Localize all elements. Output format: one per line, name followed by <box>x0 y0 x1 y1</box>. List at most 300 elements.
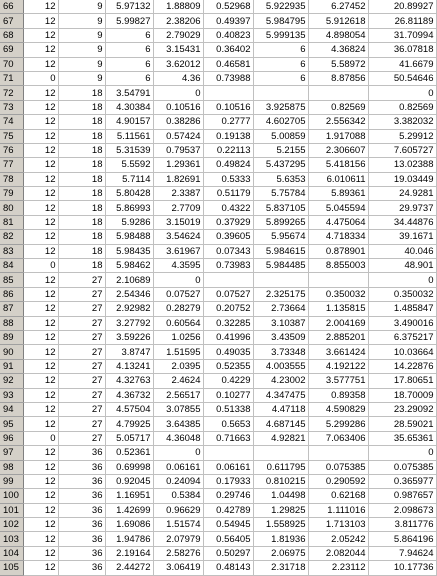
cell[interactable]: 4.602705 <box>253 115 308 129</box>
cell[interactable]: 5.7114 <box>105 172 153 186</box>
cell[interactable]: 0 <box>368 86 436 100</box>
cell[interactable]: 1.0256 <box>153 330 203 344</box>
cell[interactable]: 5.984795 <box>253 14 308 28</box>
cell[interactable]: 5.5592 <box>105 158 153 172</box>
cell[interactable]: 5.95674 <box>253 230 308 244</box>
cell[interactable]: 0.73988 <box>203 71 253 85</box>
cell[interactable]: 3.15019 <box>153 215 203 229</box>
cell[interactable]: 12 <box>23 316 58 330</box>
cell[interactable]: 0.39605 <box>203 230 253 244</box>
cell[interactable]: 24.9281 <box>368 187 436 201</box>
cell[interactable]: 5.984615 <box>253 244 308 258</box>
cell[interactable]: 27 <box>58 417 105 431</box>
cell[interactable]: 12 <box>23 273 58 287</box>
cell[interactable]: 0.365977 <box>368 474 436 488</box>
cell[interactable]: 0 <box>23 259 58 273</box>
cell[interactable]: 1.04498 <box>253 489 308 503</box>
cell[interactable]: 18 <box>58 201 105 215</box>
cell[interactable]: 4.687145 <box>253 417 308 431</box>
row-header[interactable]: 69 <box>0 43 23 57</box>
cell[interactable]: 0.07527 <box>203 287 253 301</box>
cell[interactable]: 5.045594 <box>308 201 368 215</box>
cell[interactable]: 0.10516 <box>153 100 203 114</box>
cell[interactable]: 0.73983 <box>203 259 253 273</box>
row-header[interactable]: 91 <box>0 359 23 373</box>
row-header[interactable]: 97 <box>0 446 23 460</box>
cell[interactable]: 5.00859 <box>253 129 308 143</box>
cell[interactable]: 1.135815 <box>308 302 368 316</box>
cell[interactable]: 0.60564 <box>153 316 203 330</box>
cell[interactable]: 36.07818 <box>368 43 436 57</box>
cell[interactable]: 0.46581 <box>203 57 253 71</box>
cell[interactable]: 4.36 <box>153 71 203 85</box>
cell[interactable]: 12 <box>23 0 58 14</box>
cell[interactable]: 0.79537 <box>153 143 203 157</box>
cell[interactable]: 12 <box>23 474 58 488</box>
cell[interactable]: 3.10387 <box>253 316 308 330</box>
cell[interactable] <box>308 86 368 100</box>
row-header[interactable]: 101 <box>0 503 23 517</box>
cell[interactable]: 2.885201 <box>308 330 368 344</box>
cell[interactable]: 0.49824 <box>203 158 253 172</box>
cell[interactable]: 1.51595 <box>153 345 203 359</box>
cell[interactable]: 0.56405 <box>203 532 253 546</box>
cell[interactable]: 0 <box>23 71 58 85</box>
cell[interactable]: 5.31539 <box>105 143 153 157</box>
cell[interactable]: 2.54346 <box>105 287 153 301</box>
cell[interactable]: 2.31718 <box>253 561 308 575</box>
cell[interactable]: 2.92982 <box>105 302 153 316</box>
row-header[interactable]: 77 <box>0 158 23 172</box>
cell[interactable]: 1.94786 <box>105 532 153 546</box>
row-header[interactable]: 82 <box>0 230 23 244</box>
cell[interactable]: 4.192122 <box>308 359 368 373</box>
cell[interactable]: 0.4322 <box>203 201 253 215</box>
cell[interactable]: 12 <box>23 244 58 258</box>
cell[interactable]: 1.29361 <box>153 158 203 172</box>
cell[interactable]: 0.290592 <box>308 474 368 488</box>
cell[interactable]: 2.05242 <box>308 532 368 546</box>
row-header[interactable]: 81 <box>0 215 23 229</box>
cell[interactable]: 27 <box>58 302 105 316</box>
row-header[interactable]: 76 <box>0 143 23 157</box>
cell[interactable]: 0.06161 <box>153 460 203 474</box>
cell[interactable]: 0.24094 <box>153 474 203 488</box>
cell[interactable] <box>253 273 308 287</box>
cell[interactable]: 5.89361 <box>308 187 368 201</box>
row-header[interactable]: 72 <box>0 86 23 100</box>
cell[interactable]: 36 <box>58 474 105 488</box>
cell[interactable]: 3.382032 <box>368 115 436 129</box>
cell[interactable]: 5.899265 <box>253 215 308 229</box>
cell[interactable]: 0.20752 <box>203 302 253 316</box>
cell[interactable]: 4.003555 <box>253 359 308 373</box>
row-header[interactable]: 92 <box>0 374 23 388</box>
cell[interactable]: 5.80428 <box>105 187 153 201</box>
cell[interactable]: 26.81189 <box>368 14 436 28</box>
cell[interactable]: 2.0395 <box>153 359 203 373</box>
cell[interactable]: 0 <box>368 446 436 460</box>
cell[interactable]: 13.02388 <box>368 158 436 172</box>
cell[interactable]: 9 <box>58 28 105 42</box>
cell[interactable]: 5.837105 <box>253 201 308 215</box>
cell[interactable]: 1.713103 <box>308 518 368 532</box>
cell[interactable]: 0.40823 <box>203 28 253 42</box>
cell[interactable]: 1.111016 <box>308 503 368 517</box>
cell[interactable]: 36 <box>58 546 105 560</box>
cell[interactable]: 0.17933 <box>203 474 253 488</box>
cell[interactable]: 3.06419 <box>153 561 203 575</box>
cell[interactable]: 12 <box>23 561 58 575</box>
cell[interactable] <box>308 273 368 287</box>
row-header[interactable]: 80 <box>0 201 23 215</box>
row-header[interactable]: 84 <box>0 259 23 273</box>
cell[interactable]: 1.485847 <box>368 302 436 316</box>
cell[interactable]: 12 <box>23 417 58 431</box>
cell[interactable]: 2.58276 <box>153 546 203 560</box>
cell[interactable]: 9 <box>58 71 105 85</box>
cell[interactable]: 7.94624 <box>368 546 436 560</box>
row-header[interactable]: 102 <box>0 518 23 532</box>
cell[interactable]: 12 <box>23 100 58 114</box>
cell[interactable]: 2.73664 <box>253 302 308 316</box>
cell[interactable]: 0.5653 <box>203 417 253 431</box>
row-header[interactable]: 89 <box>0 330 23 344</box>
cell[interactable]: 0.987657 <box>368 489 436 503</box>
row-header[interactable]: 79 <box>0 187 23 201</box>
row-header[interactable]: 90 <box>0 345 23 359</box>
cell[interactable]: 3.577751 <box>308 374 368 388</box>
cell[interactable]: 0.37929 <box>203 215 253 229</box>
cell[interactable] <box>203 273 253 287</box>
cell[interactable]: 12 <box>23 518 58 532</box>
row-header[interactable]: 78 <box>0 172 23 186</box>
cell[interactable]: 2.10689 <box>105 273 153 287</box>
cell[interactable]: 12 <box>23 345 58 359</box>
cell[interactable]: 0.350032 <box>308 287 368 301</box>
cell[interactable]: 18 <box>58 86 105 100</box>
cell[interactable]: 6 <box>105 28 153 42</box>
cell[interactable]: 0.611795 <box>253 460 308 474</box>
cell[interactable]: 2.098673 <box>368 503 436 517</box>
cell[interactable]: 29.9737 <box>368 201 436 215</box>
row-header[interactable]: 71 <box>0 71 23 85</box>
cell[interactable]: 1.82691 <box>153 172 203 186</box>
cell[interactable]: 0.350032 <box>368 287 436 301</box>
cell[interactable]: 0.82569 <box>308 100 368 114</box>
cell[interactable]: 7.063406 <box>308 431 368 445</box>
cell[interactable]: 10.03664 <box>368 345 436 359</box>
cell[interactable]: 5.864196 <box>368 532 436 546</box>
cell[interactable]: 27 <box>58 330 105 344</box>
cell[interactable]: 0.54945 <box>203 518 253 532</box>
cell[interactable]: 2.23112 <box>308 561 368 575</box>
cell[interactable]: 5.58972 <box>308 57 368 71</box>
cell[interactable]: 2.306607 <box>308 143 368 157</box>
cell[interactable] <box>253 86 308 100</box>
cell[interactable]: 0.19138 <box>203 129 253 143</box>
cell[interactable]: 18 <box>58 115 105 129</box>
cell[interactable]: 12 <box>23 446 58 460</box>
cell[interactable]: 5.86993 <box>105 201 153 215</box>
cell[interactable]: 0.71663 <box>203 431 253 445</box>
cell[interactable] <box>203 446 253 460</box>
cell[interactable]: 5.299286 <box>308 417 368 431</box>
cell[interactable]: 6.010611 <box>308 172 368 186</box>
cell[interactable]: 0.96629 <box>153 503 203 517</box>
cell[interactable]: 18.70009 <box>368 388 436 402</box>
cell[interactable]: 4.57504 <box>105 402 153 416</box>
cell[interactable]: 34.44876 <box>368 215 436 229</box>
cell[interactable]: 1.81936 <box>253 532 308 546</box>
cell[interactable]: 9 <box>58 0 105 14</box>
cell[interactable]: 1.88809 <box>153 0 203 14</box>
cell[interactable]: 3.925875 <box>253 100 308 114</box>
cell[interactable]: 0.62168 <box>308 489 368 503</box>
cell[interactable]: 12 <box>23 28 58 42</box>
cell[interactable]: 27 <box>58 359 105 373</box>
row-header[interactable]: 94 <box>0 402 23 416</box>
cell[interactable]: 12 <box>23 460 58 474</box>
cell[interactable]: 12 <box>23 215 58 229</box>
cell[interactable]: 4.718334 <box>308 230 368 244</box>
cell[interactable]: 4.36732 <box>105 388 153 402</box>
cell[interactable]: 2.082044 <box>308 546 368 560</box>
cell[interactable]: 6 <box>253 43 308 57</box>
row-header[interactable]: 99 <box>0 474 23 488</box>
cell[interactable]: 0.89358 <box>308 388 368 402</box>
cell[interactable]: 3.661424 <box>308 345 368 359</box>
cell[interactable]: 27 <box>58 388 105 402</box>
cell[interactable]: 36 <box>58 518 105 532</box>
cell[interactable]: 0.07527 <box>153 287 203 301</box>
cell[interactable]: 18 <box>58 129 105 143</box>
cell[interactable]: 2.44272 <box>105 561 153 575</box>
cell[interactable]: 4.32763 <box>105 374 153 388</box>
cell[interactable]: 9 <box>58 43 105 57</box>
cell[interactable]: 2.19164 <box>105 546 153 560</box>
cell[interactable]: 12 <box>23 503 58 517</box>
cell[interactable]: 27 <box>58 287 105 301</box>
cell[interactable]: 4.13241 <box>105 359 153 373</box>
cell[interactable]: 50.54646 <box>368 71 436 85</box>
row-header[interactable]: 70 <box>0 57 23 71</box>
cell[interactable] <box>253 446 308 460</box>
cell[interactable]: 0.49035 <box>203 345 253 359</box>
cell[interactable]: 27 <box>58 374 105 388</box>
cell[interactable]: 2.06975 <box>253 546 308 560</box>
row-header[interactable]: 103 <box>0 532 23 546</box>
cell[interactable]: 5.6353 <box>253 172 308 186</box>
cell[interactable]: 0.51179 <box>203 187 253 201</box>
row-header[interactable]: 105 <box>0 561 23 575</box>
row-header[interactable]: 73 <box>0 100 23 114</box>
cell[interactable]: 1.16951 <box>105 489 153 503</box>
cell[interactable]: 5.29912 <box>368 129 436 143</box>
cell[interactable]: 4.47118 <box>253 402 308 416</box>
cell[interactable]: 6 <box>253 71 308 85</box>
cell[interactable]: 36 <box>58 532 105 546</box>
cell[interactable]: 36 <box>58 561 105 575</box>
cell[interactable]: 5.11561 <box>105 129 153 143</box>
cell[interactable]: 9 <box>58 14 105 28</box>
cell[interactable]: 3.15431 <box>153 43 203 57</box>
cell[interactable]: 31.70994 <box>368 28 436 42</box>
cell[interactable]: 2.004169 <box>308 316 368 330</box>
cell[interactable]: 12 <box>23 143 58 157</box>
cell[interactable]: 12 <box>23 14 58 28</box>
cell[interactable]: 0.28279 <box>153 302 203 316</box>
row-header[interactable]: 87 <box>0 302 23 316</box>
cell[interactable]: 12 <box>23 158 58 172</box>
cell[interactable]: 0.32285 <box>203 316 253 330</box>
cell[interactable]: 0 <box>153 446 203 460</box>
cell[interactable]: 12 <box>23 302 58 316</box>
cell[interactable]: 18 <box>58 158 105 172</box>
cell[interactable]: 2.56517 <box>153 388 203 402</box>
cell[interactable]: 12 <box>23 57 58 71</box>
cell[interactable] <box>308 446 368 460</box>
cell[interactable]: 12 <box>23 374 58 388</box>
cell[interactable]: 5.05717 <box>105 431 153 445</box>
cell[interactable]: 0 <box>23 431 58 445</box>
cell[interactable]: 7.605727 <box>368 143 436 157</box>
cell[interactable]: 0.42789 <box>203 503 253 517</box>
cell[interactable]: 5.97132 <box>105 0 153 14</box>
cell[interactable]: 0.22113 <box>203 143 253 157</box>
cell[interactable]: 12 <box>23 330 58 344</box>
cell[interactable]: 0.52355 <box>203 359 253 373</box>
cell[interactable]: 5.98462 <box>105 259 153 273</box>
cell[interactable]: 6 <box>105 43 153 57</box>
cell[interactable]: 4.36048 <box>153 431 203 445</box>
cell[interactable]: 4.898054 <box>308 28 368 42</box>
cell[interactable]: 40.046 <box>368 244 436 258</box>
cell[interactable]: 4.30384 <box>105 100 153 114</box>
cell[interactable]: 0.49397 <box>203 14 253 28</box>
cell[interactable]: 12 <box>23 115 58 129</box>
cell[interactable]: 27 <box>58 316 105 330</box>
cell[interactable]: 0.92045 <box>105 474 153 488</box>
cell[interactable]: 4.92821 <box>253 431 308 445</box>
cell[interactable]: 2.7709 <box>153 201 203 215</box>
cell[interactable]: 5.75784 <box>253 187 308 201</box>
row-header[interactable]: 85 <box>0 273 23 287</box>
cell[interactable]: 2.07979 <box>153 532 203 546</box>
cell[interactable]: 2.556342 <box>308 115 368 129</box>
cell[interactable]: 12 <box>23 43 58 57</box>
cell[interactable]: 3.27792 <box>105 316 153 330</box>
cell[interactable]: 6 <box>253 57 308 71</box>
cell[interactable]: 19.03449 <box>368 172 436 186</box>
cell[interactable]: 36 <box>58 460 105 474</box>
cell[interactable]: 18 <box>58 187 105 201</box>
row-header[interactable]: 95 <box>0 417 23 431</box>
cell[interactable]: 1.51574 <box>153 518 203 532</box>
cell[interactable]: 0.48143 <box>203 561 253 575</box>
cell[interactable]: 14.22876 <box>368 359 436 373</box>
cell[interactable]: 12 <box>23 388 58 402</box>
cell[interactable]: 2.325175 <box>253 287 308 301</box>
row-header[interactable]: 93 <box>0 388 23 402</box>
cell[interactable]: 35.65361 <box>368 431 436 445</box>
cell[interactable]: 3.07855 <box>153 402 203 416</box>
cell[interactable]: 18 <box>58 172 105 186</box>
cell[interactable]: 3.54624 <box>153 230 203 244</box>
cell[interactable]: 5.98488 <box>105 230 153 244</box>
cell[interactable]: 0.5333 <box>203 172 253 186</box>
cell[interactable]: 0.50297 <box>203 546 253 560</box>
cell[interactable]: 3.811776 <box>368 518 436 532</box>
cell[interactable]: 12 <box>23 86 58 100</box>
cell[interactable]: 0 <box>153 273 203 287</box>
cell[interactable]: 1.42699 <box>105 503 153 517</box>
cell[interactable]: 5.922935 <box>253 0 308 14</box>
row-header[interactable]: 83 <box>0 244 23 258</box>
cell[interactable]: 12 <box>23 546 58 560</box>
cell[interactable]: 0.57424 <box>153 129 203 143</box>
cell[interactable]: 0.51338 <box>203 402 253 416</box>
cell[interactable]: 5.2155 <box>253 143 308 157</box>
cell[interactable]: 20.89927 <box>368 0 436 14</box>
cell[interactable]: 0.810215 <box>253 474 308 488</box>
cell[interactable]: 4.347475 <box>253 388 308 402</box>
cell[interactable]: 0.36402 <box>203 43 253 57</box>
cell[interactable]: 4.79925 <box>105 417 153 431</box>
cell[interactable]: 0.2777 <box>203 115 253 129</box>
cell[interactable]: 12 <box>23 201 58 215</box>
cell[interactable]: 0.52361 <box>105 446 153 460</box>
cell[interactable]: 10.17736 <box>368 561 436 575</box>
row-header[interactable]: 88 <box>0 316 23 330</box>
cell[interactable]: 12 <box>23 489 58 503</box>
cell[interactable]: 3.54791 <box>105 86 153 100</box>
row-header[interactable]: 86 <box>0 287 23 301</box>
cell[interactable]: 6 <box>105 71 153 85</box>
cell[interactable]: 4.23002 <box>253 374 308 388</box>
cell[interactable]: 4.3595 <box>153 259 203 273</box>
cell[interactable]: 6 <box>105 57 153 71</box>
cell[interactable]: 9 <box>58 57 105 71</box>
cell[interactable]: 4.36824 <box>308 43 368 57</box>
cell[interactable]: 2.3387 <box>153 187 203 201</box>
cell[interactable]: 6.375217 <box>368 330 436 344</box>
cell[interactable]: 1.558925 <box>253 518 308 532</box>
cell[interactable]: 18 <box>58 230 105 244</box>
row-header[interactable]: 74 <box>0 115 23 129</box>
cell[interactable]: 6.27452 <box>308 0 368 14</box>
cell[interactable]: 3.43509 <box>253 330 308 344</box>
row-header[interactable]: 68 <box>0 28 23 42</box>
cell[interactable]: 0.41996 <box>203 330 253 344</box>
cell[interactable]: 18 <box>58 143 105 157</box>
cell[interactable]: 5.984485 <box>253 259 308 273</box>
cell[interactable]: 8.855003 <box>308 259 368 273</box>
row-header[interactable]: 100 <box>0 489 23 503</box>
cell[interactable]: 0.4229 <box>203 374 253 388</box>
cell[interactable]: 12 <box>23 532 58 546</box>
cell[interactable]: 8.87856 <box>308 71 368 85</box>
cell[interactable]: 0.07343 <box>203 244 253 258</box>
cell[interactable]: 39.1671 <box>368 230 436 244</box>
cell[interactable]: 41.6679 <box>368 57 436 71</box>
cell[interactable]: 5.9286 <box>105 215 153 229</box>
cell[interactable]: 0.29746 <box>203 489 253 503</box>
cell[interactable]: 23.29092 <box>368 402 436 416</box>
cell[interactable]: 12 <box>23 287 58 301</box>
row-header[interactable]: 98 <box>0 460 23 474</box>
cell[interactable]: 17.80651 <box>368 374 436 388</box>
